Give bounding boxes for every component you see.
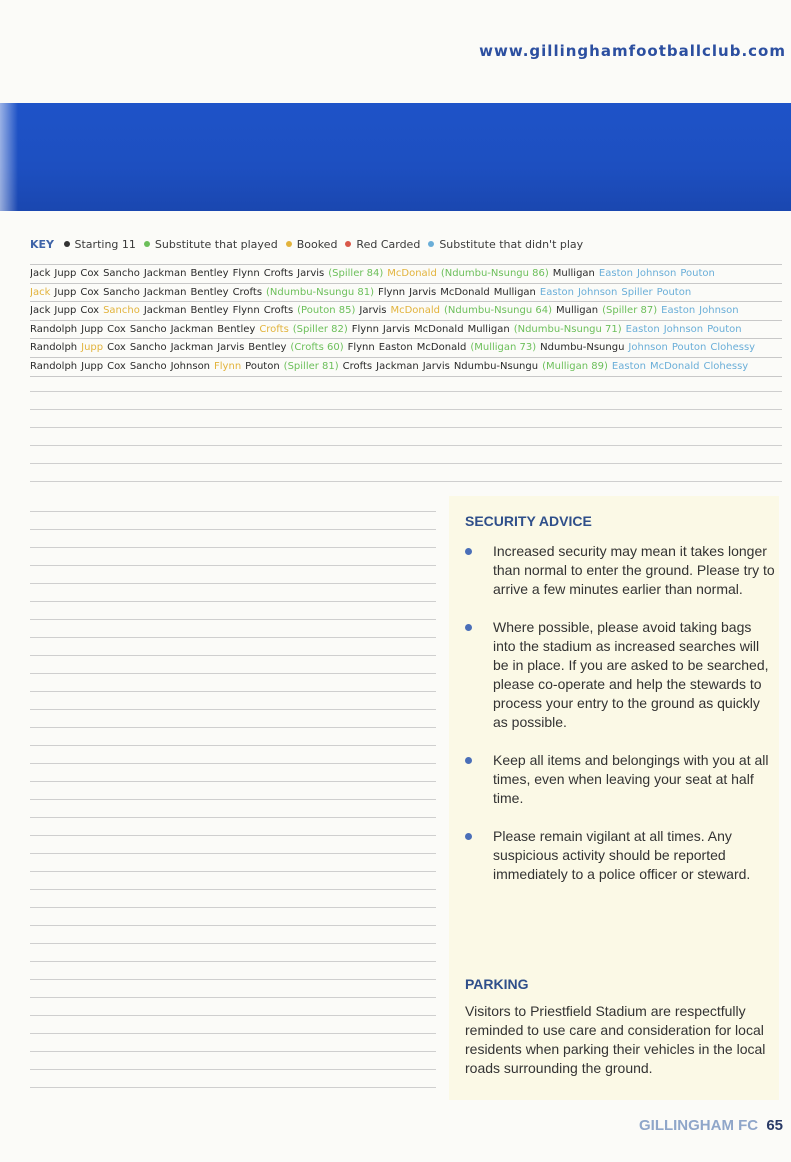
key-title: KEY	[30, 238, 55, 251]
lineup-row	[30, 284, 782, 303]
player-name: Easton	[378, 342, 413, 354]
player-name: Johnson	[170, 360, 211, 372]
player-name: Jarvis	[297, 268, 325, 279]
player-name: Cox	[107, 342, 126, 354]
player-name: Sancho	[103, 268, 140, 279]
player-name: Jupp	[54, 268, 77, 279]
player-name: Johnson	[577, 286, 618, 298]
key-dot-icon	[345, 241, 351, 247]
player-name: Clohessy	[710, 342, 756, 354]
player-name: Mulligan	[556, 305, 599, 317]
blue-banner	[0, 103, 791, 211]
player-name: Jupp	[81, 342, 104, 354]
player-name: Mulligan	[552, 268, 595, 279]
banner-edge	[0, 103, 18, 211]
player-name: Johnson	[699, 305, 739, 317]
player-name: McDonald	[414, 323, 464, 335]
player-name: Easton	[611, 360, 646, 372]
lineup-row	[30, 321, 782, 340]
key-dot-icon	[144, 241, 150, 247]
player-name: Easton	[598, 268, 633, 279]
security-heading: SECURITY ADVICE	[465, 513, 592, 529]
player-name: Jackman	[143, 286, 187, 298]
player-name: Flynn	[347, 342, 375, 354]
page-number: 65	[766, 1117, 783, 1134]
player-name: (Pouton 85)	[297, 305, 356, 317]
blank-rules-wide	[30, 374, 782, 494]
player-name: Jupp	[81, 323, 104, 335]
player-name: Pouton	[245, 360, 280, 372]
key-items	[64, 238, 592, 251]
key-item-label: Booked	[296, 238, 338, 251]
player-name: Jupp	[54, 286, 77, 298]
player-name: Jack	[30, 305, 51, 317]
player-name: Crofts	[263, 305, 294, 317]
player-name: Easton	[539, 286, 574, 298]
key-item-label: Red Carded	[356, 238, 421, 251]
lineup-row	[30, 339, 782, 358]
player-name: McDonald	[390, 305, 441, 317]
player-name: McDonald	[387, 268, 437, 279]
security-bullet	[463, 751, 775, 808]
key-legend	[30, 238, 591, 251]
player-name: Sancho	[103, 286, 140, 298]
player-name: Jarvis	[382, 323, 411, 335]
player-name: (Mulligan 89)	[542, 360, 608, 372]
blank-rules-left	[30, 494, 436, 1100]
security-bullet	[463, 542, 775, 599]
player-name: Sancho	[129, 323, 167, 335]
player-name: Johnson	[636, 268, 677, 279]
security-bullet	[463, 618, 775, 732]
player-name: Easton	[625, 323, 660, 335]
key-item-label: Substitute that played	[154, 238, 278, 251]
player-name: Pouton	[671, 342, 707, 354]
player-name: (Ndumbu-Nsungu 71)	[513, 323, 622, 335]
player-name: Jackman	[170, 342, 214, 354]
player-name: Easton	[661, 305, 696, 317]
key-dot-icon	[64, 241, 70, 247]
player-name: Jackman	[143, 305, 187, 317]
player-name: (Ndumbu-Nsungu 86)	[440, 268, 549, 279]
player-name: Jarvis	[409, 286, 437, 298]
player-name: Bentley	[190, 286, 229, 298]
key-item-label: Substitute that didn't play	[439, 238, 584, 251]
player-name: (Spiller 82)	[292, 323, 348, 335]
key-item	[286, 238, 338, 251]
lineup-row	[30, 302, 782, 321]
player-name: Sancho	[129, 342, 167, 354]
player-name: Jackman	[143, 268, 187, 279]
security-bullets	[463, 542, 775, 903]
player-name: Crofts	[259, 323, 289, 335]
player-name: (Ndumbu-Nsungu 64)	[444, 305, 552, 317]
player-name: Flynn	[351, 323, 379, 335]
player-name: (Crofts 60)	[290, 342, 344, 354]
bullet-icon	[465, 757, 472, 764]
player-name: Cox	[107, 360, 126, 372]
player-name: (Spiller 81)	[283, 360, 339, 372]
security-bullet-text: Please remain vigilant at all times. Any suspicious activity should be reported immediately to a police officer or steward.	[493, 828, 751, 882]
player-name: Jarvis	[217, 342, 245, 354]
player-name: Bentley	[248, 342, 287, 354]
player-name: Cox	[80, 268, 100, 279]
key-item	[345, 238, 420, 251]
key-dot-icon	[286, 241, 292, 247]
security-bullet-text: Where possible, please avoid taking bags into the stadium as increased searches will be in place. If you are asked to be searched, please co-operate and help the stewards to process your entry to the ground as quickly as possible.	[493, 619, 769, 730]
footer-club: GILLINGHAM FC	[638, 1117, 759, 1134]
player-name: Mulligan	[467, 323, 510, 335]
player-name: Bentley	[190, 268, 229, 279]
bullet-icon	[465, 833, 472, 840]
player-name: Bentley	[190, 305, 229, 317]
player-name: Jupp	[54, 305, 77, 317]
player-name: Jack	[30, 286, 51, 298]
player-name: Flynn	[232, 305, 260, 317]
info-panel	[449, 496, 779, 1100]
player-name: Cox	[80, 286, 100, 298]
key-dot-icon	[428, 241, 434, 247]
key-item	[428, 238, 583, 251]
player-name: Flynn	[214, 360, 242, 372]
player-name: Ndumbu-Nsungu	[453, 360, 539, 372]
player-name: Crofts	[232, 286, 263, 298]
player-name: Ndumbu-Nsungu	[540, 342, 625, 354]
player-name: Johnson	[663, 323, 704, 335]
player-name: Pouton	[656, 286, 692, 298]
lineup-row	[30, 264, 782, 284]
website-url: www.gillinghamfootballclub.com	[479, 42, 786, 60]
parking-heading: PARKING	[465, 976, 529, 992]
player-name: (Ndumbu-Nsungu 81)	[266, 286, 374, 298]
player-name: Randolph	[30, 323, 78, 335]
player-name: Jack	[30, 268, 51, 279]
bullet-icon	[465, 624, 472, 631]
player-name: Pouton	[707, 323, 742, 335]
player-name: Johnson	[628, 342, 668, 354]
player-name: Pouton	[680, 268, 715, 279]
player-name: Jackman	[170, 323, 214, 335]
player-name: Flynn	[232, 268, 260, 279]
lineup-table	[30, 264, 782, 377]
key-item-label: Starting 11	[74, 238, 136, 251]
player-name: Randolph	[30, 342, 78, 354]
security-bullet-text: Keep all items and belongings with you at all times, even when leaving your seat at half time.	[493, 752, 769, 806]
player-name: McDonald	[440, 286, 490, 298]
player-name: Jackman	[376, 360, 419, 372]
player-name: (Mulligan 73)	[470, 342, 537, 354]
player-name: Cox	[80, 305, 100, 317]
player-name: Crofts	[263, 268, 294, 279]
player-name: McDonald	[649, 360, 700, 372]
bullet-icon	[465, 548, 472, 555]
player-name: Spiller	[621, 286, 653, 298]
player-name: Bentley	[217, 323, 256, 335]
security-bullet	[463, 827, 775, 884]
player-name: Clohessy	[703, 360, 749, 372]
player-name: Crofts	[342, 360, 373, 372]
key-item	[64, 238, 136, 251]
player-name: Randolph	[30, 360, 78, 372]
player-name: Cox	[107, 323, 126, 335]
security-bullet-text: Increased security may mean it takes longer than normal to enter the ground. Please try to arrive a few minutes earlier than normal.	[493, 543, 775, 597]
page-footer	[639, 1117, 783, 1134]
player-name: Sancho	[103, 305, 140, 317]
player-name: (Spiller 87)	[602, 305, 658, 317]
player-name: Sancho	[129, 360, 167, 372]
player-name: McDonald	[416, 342, 467, 354]
player-name: Flynn	[378, 286, 406, 298]
key-item	[144, 238, 278, 251]
player-name: (Spiller 84)	[328, 268, 384, 279]
player-name: Jarvis	[359, 305, 387, 317]
player-name: Jupp	[81, 360, 104, 372]
player-name: Jarvis	[422, 360, 450, 372]
player-name: Mulligan	[493, 286, 536, 298]
parking-text: Visitors to Priestfield Stadium are respectfully reminded to use care and consideration for local residents when parking their vehicles in the local roads surrounding the ground.	[465, 1003, 766, 1076]
